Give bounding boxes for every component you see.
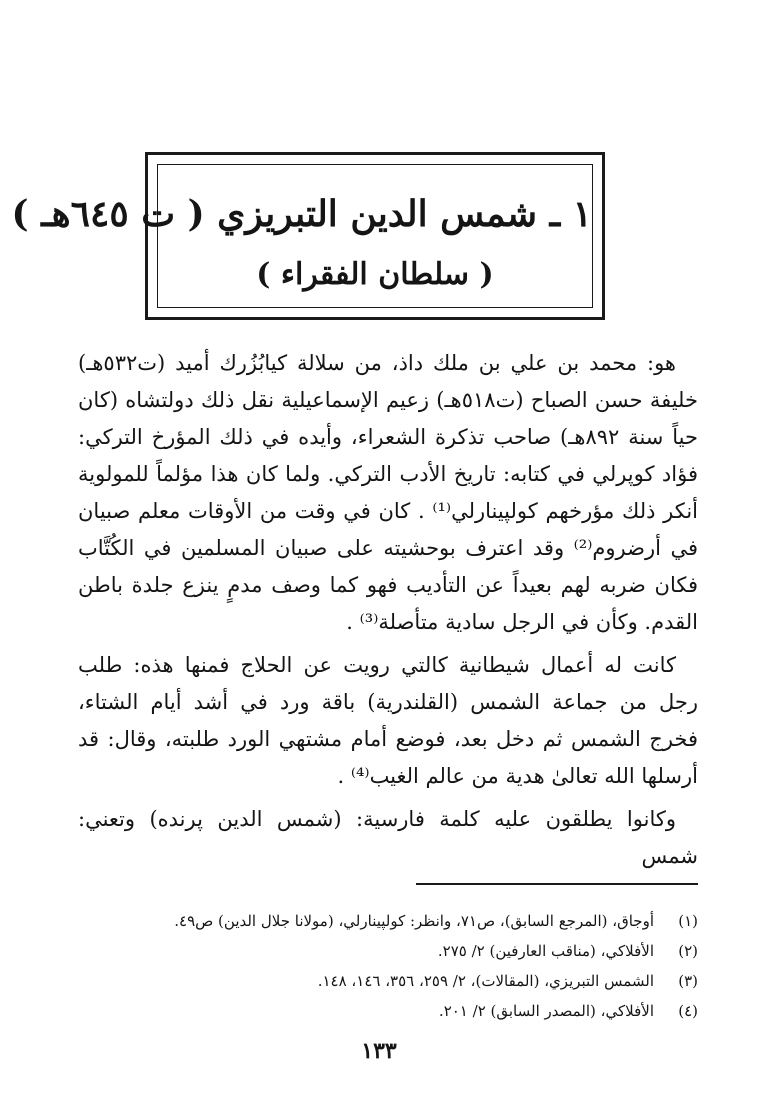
footnote-text: أوجاق، (المرجع السابق)، ص٧١، وانظر: كولپينارلي، (مولانا جلال الدين) ص٤٩. [174, 912, 654, 930]
footnote-separator [416, 883, 698, 885]
chapter-title: ١ ـ شمس الدين التبريزي ( ت ٦٤٥هـ ) [11, 193, 592, 235]
paragraph-2: كانت له أعمال شيطانية كالتي رويت عن الحلاج فمنها هذه: طلب رجل من جماعة الشمس (القلندرية) باقة ورد في أشد أيام الشتاء، فخرج الشمس ثم دخل بعد، فوضع أمام مشتهي الورد طلبته، وقال: قد أرسلها الله تعالىٰ هدية من عالم الغيب⁽⁴⁾ . [78, 653, 698, 788]
footnote-number: (٢) [678, 942, 698, 960]
footnotes [120, 906, 698, 1026]
footnote-text: الأفلاكي، (المصدر السابق) ٢/ ٢٠١. [438, 1002, 654, 1020]
paragraph-1: هو: محمد بن علي بن ملك داذ، من سلالة كيابُزُرك أميد (ت٥٣٢هـ) خليفة حسن الصباح (ت٥١٨هـ) زعيم الإسماعيلية نقل ذلك دولتشاه (كان حياً سنة ٨٩٢هـ) صاحب تذكرة الشعراء، وأيده في ذلك المؤرخ التركي: فؤاد كوپرلي في كتابه: تاريخ الأدب التركي. ولما كان هذا مؤلماً للمولوية أنكر ذلك مؤرخهم كولپينارلي⁽¹⁾ . كان في وقت من الأوقات معلم صبيان في أرضروم⁽²⁾ وقد اعترف بوحشيته على صبيان المسلمين في الكُتَّاب فكان ضربه لهم بعيداً عن التأديب فهو كما وصف مدمٍ ينزع جلدة باطن القدم. وكأن في الرجل سادية متأصلة⁽³⁾ . [78, 351, 698, 634]
chapter-subtitle: ( سلطان الفقراء ) [256, 257, 494, 292]
page-number: ١٣٣ [361, 1038, 397, 1064]
chapter-title-inner-border [11, 164, 593, 308]
footnote-number: (١) [678, 912, 698, 930]
footnote-1 [120, 906, 698, 936]
chapter-title-frame [11, 152, 605, 320]
footnote-2 [120, 936, 698, 966]
footnote-text: الأفلاكي، (مناقب العارفين) ٢/ ٢٧٥. [437, 942, 654, 960]
main-text [78, 345, 698, 881]
footnote-number: (٤) [678, 1002, 698, 1020]
footnote-text: الشمس التبريزي، (المقالات)، ٢/ ٢٥٩، ٣٥٦، ١٤٦، ١٤٨. [317, 972, 654, 990]
footnote-4 [120, 996, 698, 1026]
footnote-3 [120, 966, 698, 996]
paragraph-3: وكانوا يطلقون عليه كلمة فارسية: (شمس الدين پرنده) وتعني: شمس [78, 807, 698, 868]
footnote-number: (٣) [678, 972, 698, 990]
